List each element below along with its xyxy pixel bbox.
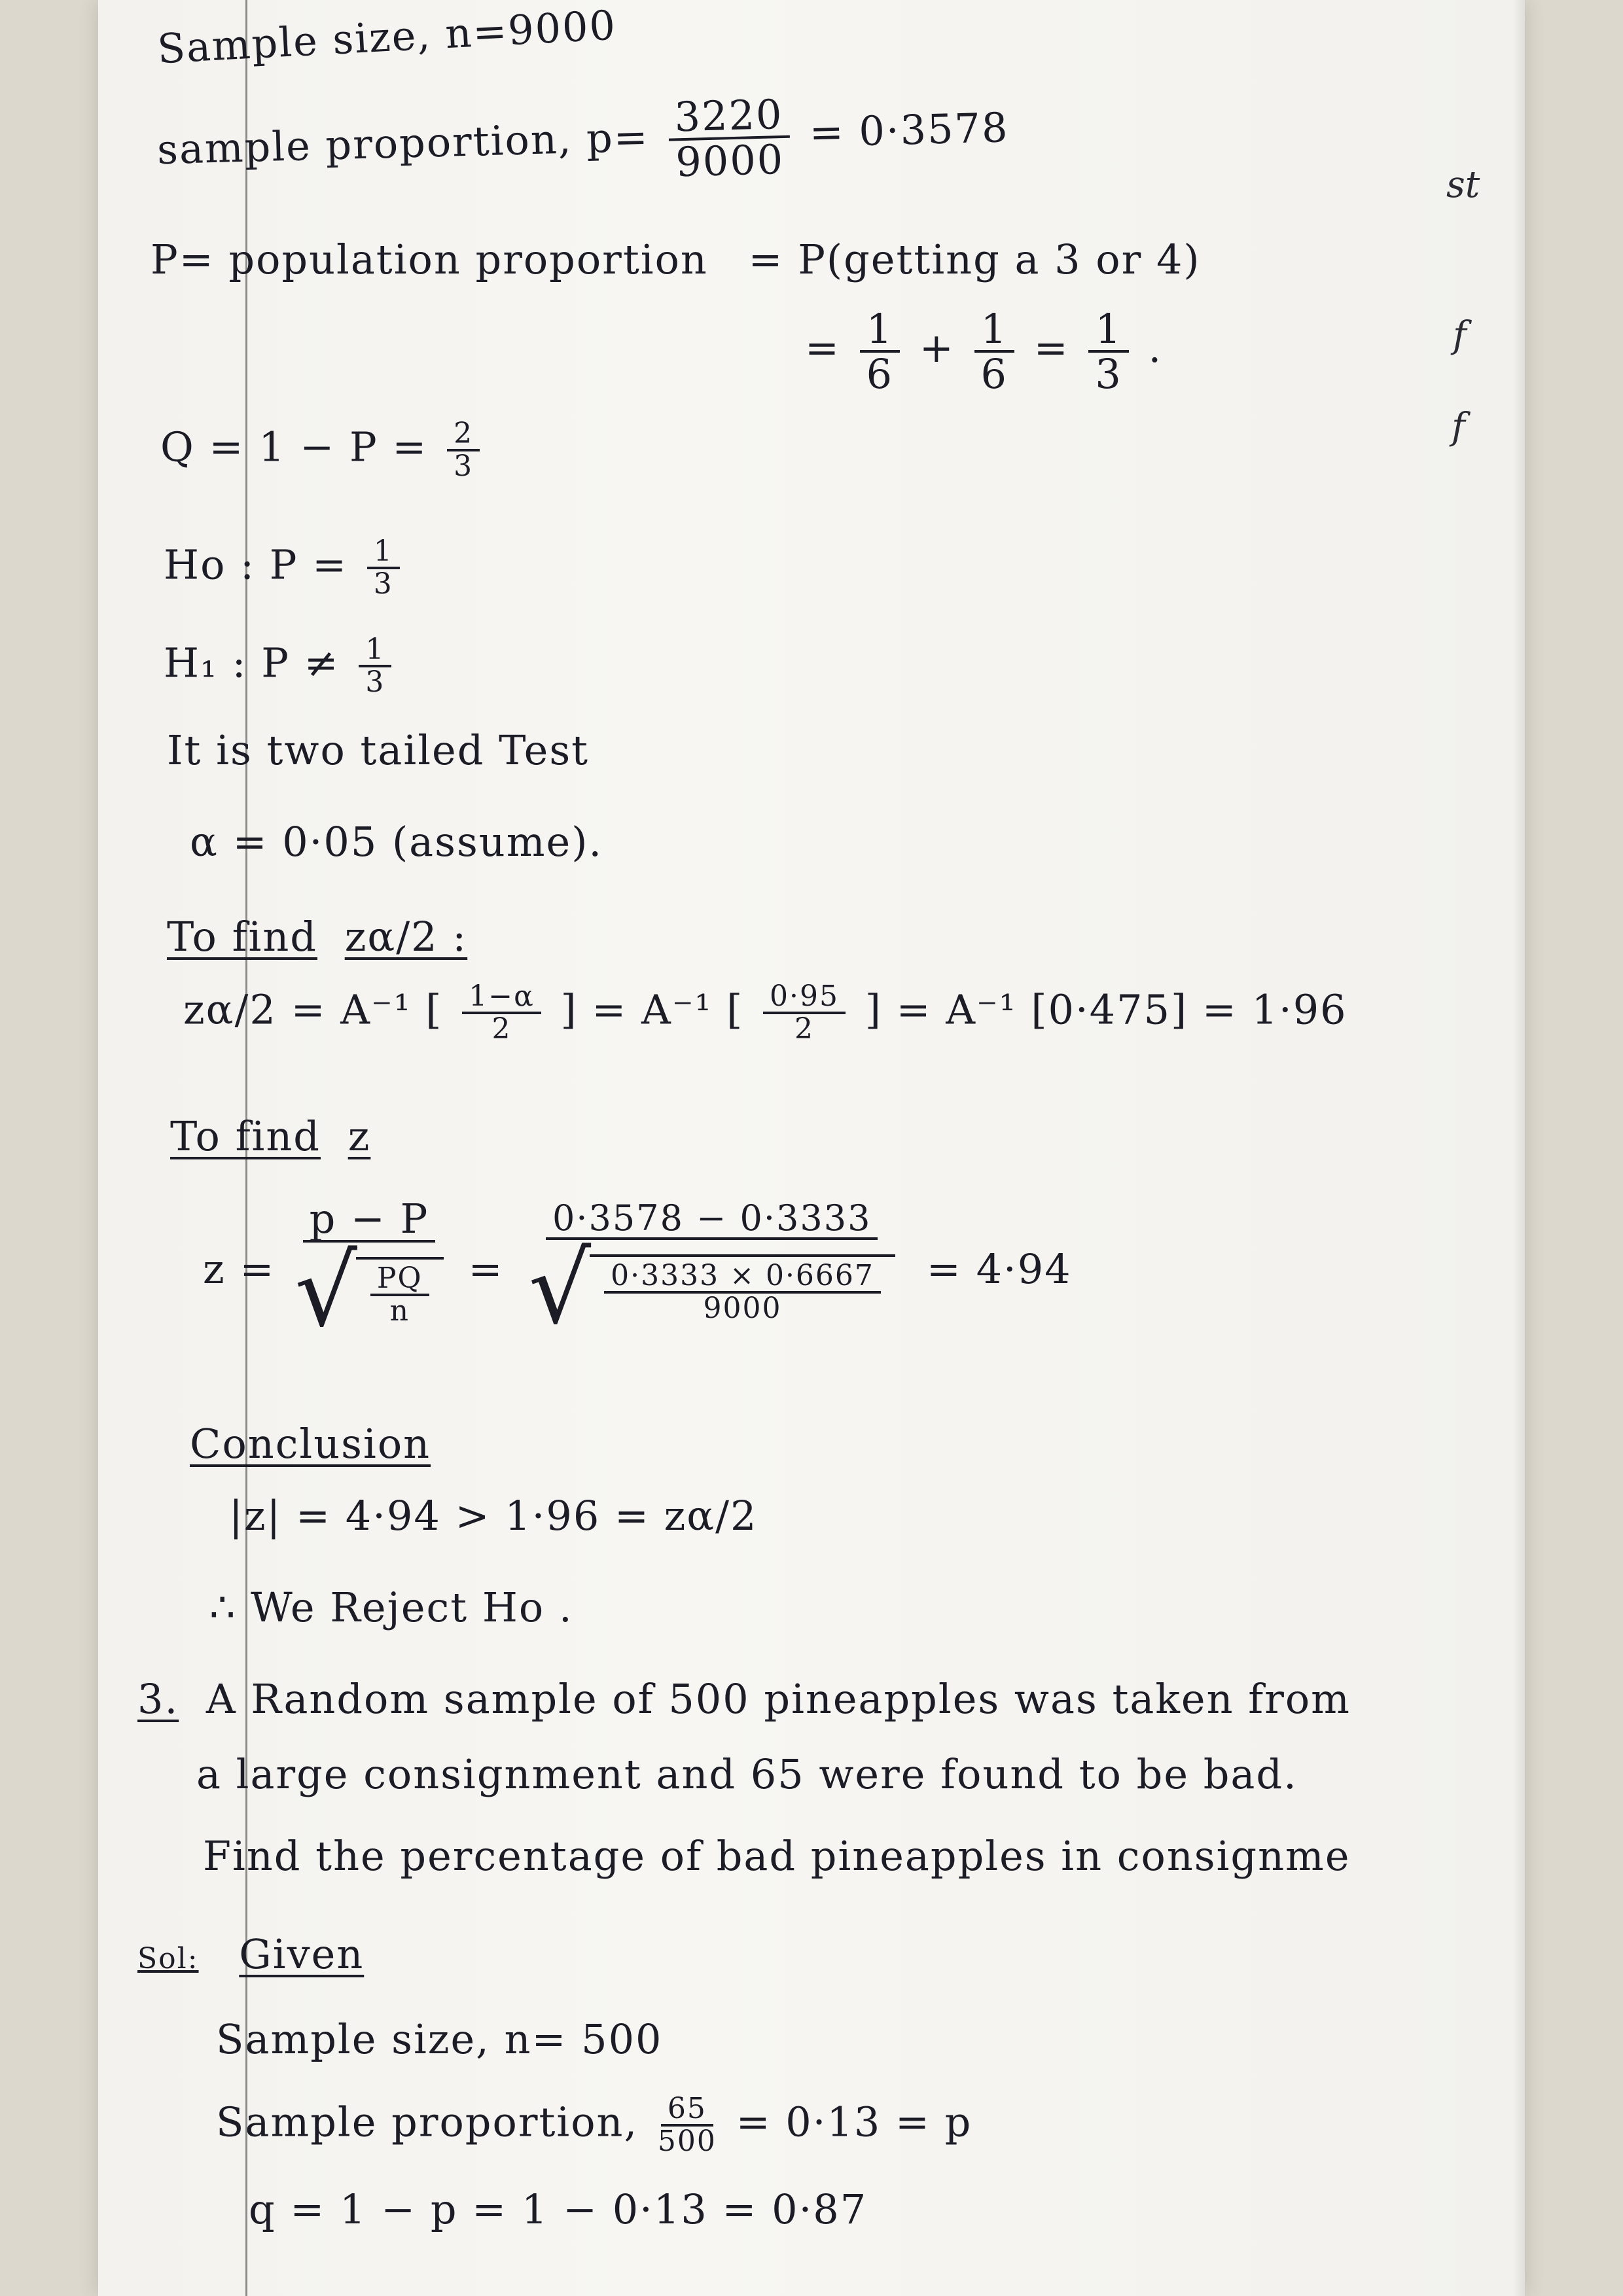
question-text: A Random sample of 500 pineapples was taken from bbox=[205, 1675, 1351, 1723]
sample-proportion-value: = 0·13 = p bbox=[736, 2098, 972, 2146]
line-null-hypothesis bbox=[164, 537, 405, 599]
null-hypothesis: Ho : P = bbox=[164, 540, 348, 589]
z-equals: z = bbox=[203, 1245, 276, 1294]
question-3-line-3: Find the percentage of bad pineapples in consignme bbox=[203, 1832, 1351, 1880]
sqrt-pq-over-n bbox=[294, 1235, 443, 1349]
sample-proportion-value: = 0·3578 bbox=[808, 103, 1010, 157]
sample-proportion-label: sample proportion, p= bbox=[156, 113, 650, 174]
numerator: 1 bbox=[367, 537, 400, 569]
fraction-1-3 bbox=[359, 635, 391, 698]
solution-heading-line bbox=[137, 1930, 364, 1978]
z-value-denominator bbox=[528, 1231, 895, 1346]
z-result: = 4·94 bbox=[926, 1245, 1072, 1294]
z-alpha-expr: zα/2 = A⁻¹ [ bbox=[183, 985, 443, 1034]
line-alt-hypothesis bbox=[164, 635, 397, 698]
line-conclusion-compare: |z| = 4·94 > 1·96 = zα/2 bbox=[229, 1492, 758, 1540]
sqrt-sign: √ bbox=[528, 1231, 593, 1346]
fraction-1-6-b bbox=[974, 305, 1014, 398]
z-value-numerator: 0·3578 − 0·3333 bbox=[546, 1200, 878, 1240]
numerator: 3220 bbox=[668, 93, 791, 141]
denominator: 6 bbox=[866, 350, 894, 398]
denominator: 9000 bbox=[703, 1291, 782, 1325]
line-population-proportion bbox=[151, 236, 1201, 283]
population-proportion-label: P= population proportion bbox=[151, 236, 708, 283]
sqrt-values bbox=[528, 1231, 895, 1346]
line-sample-proportion bbox=[156, 87, 1010, 197]
fraction-2-3 bbox=[447, 419, 480, 482]
z-formula-fraction bbox=[294, 1195, 443, 1349]
fraction-1-3 bbox=[1088, 305, 1128, 398]
line-to-find-z-alpha bbox=[167, 913, 467, 961]
edge-letter-f2: f bbox=[1452, 406, 1465, 448]
line-two-tailed: It is two tailed Test bbox=[167, 726, 590, 774]
fraction-1-6-a bbox=[860, 305, 900, 398]
numerator: PQ bbox=[370, 1263, 429, 1296]
fraction-1-minus-alpha-over-2 bbox=[462, 981, 541, 1044]
line-z-alpha-calc bbox=[183, 981, 1347, 1044]
sqrt-sign: √ bbox=[294, 1235, 359, 1349]
numerator: 2 bbox=[447, 419, 480, 451]
z-alpha-result: ] = A⁻¹ [0·475] = 1·96 bbox=[865, 985, 1347, 1034]
population-proportion-def: = P(getting a 3 or 4) bbox=[748, 236, 1201, 283]
page-edge-shadow bbox=[1513, 0, 1525, 2296]
numerator: 1 bbox=[974, 308, 1014, 353]
equals-sign: = bbox=[468, 1245, 504, 1294]
sample-proportion-label: Sample proportion, bbox=[216, 2098, 639, 2146]
z-value-fraction bbox=[528, 1197, 895, 1346]
line-conclusion-heading bbox=[190, 1420, 431, 1468]
q-equation: Q = 1 − P = bbox=[160, 423, 428, 471]
line-probability-sum bbox=[805, 305, 1163, 398]
fraction-1-3 bbox=[367, 537, 400, 599]
numerator: 1 bbox=[860, 308, 900, 353]
denominator: 2 bbox=[794, 1012, 815, 1046]
line-reject-ho: ∴ We Reject Ho . bbox=[209, 1583, 573, 1631]
alternative-hypothesis: H₁ : P ≠ bbox=[164, 639, 340, 687]
fraction-3220-9000 bbox=[668, 90, 791, 186]
line-q-value bbox=[160, 419, 485, 482]
numerator: 65 bbox=[661, 2094, 713, 2127]
z-formula-numerator: p − P bbox=[303, 1197, 436, 1243]
denominator: 3 bbox=[1095, 350, 1122, 398]
numerator: 0·3333 × 0·6667 bbox=[604, 1261, 881, 1294]
period: . bbox=[1148, 324, 1163, 372]
z-alpha-label: zα/2 : bbox=[344, 913, 468, 961]
line-sample-size: Sample size, n=9000 bbox=[156, 1, 618, 73]
sqrt-body bbox=[590, 1254, 895, 1324]
equals-sign: = bbox=[805, 324, 840, 372]
question-3-line-2: a large consignment and 65 were found to be bad. bbox=[196, 1750, 1298, 1798]
fraction-65-500 bbox=[658, 2094, 717, 2157]
heading-to-find: To find bbox=[170, 1112, 321, 1160]
denominator: 6 bbox=[980, 350, 1008, 398]
line-to-find-z bbox=[170, 1112, 370, 1160]
denominator: n bbox=[389, 1294, 410, 1328]
numerator: 0·95 bbox=[763, 981, 846, 1014]
denominator: 9000 bbox=[675, 135, 785, 186]
denominator: 3 bbox=[373, 567, 393, 601]
denominator: 2 bbox=[491, 1012, 512, 1046]
denominator: 3 bbox=[365, 665, 385, 699]
question-number: 3. bbox=[137, 1675, 179, 1723]
edge-letter-f1: f bbox=[1453, 314, 1467, 357]
question-3-line-1 bbox=[137, 1675, 1351, 1723]
z-formula-denominator bbox=[294, 1235, 443, 1349]
conclusion-heading: Conclusion bbox=[190, 1420, 431, 1468]
equals-sign: = bbox=[1033, 324, 1069, 372]
numerator: 1 bbox=[359, 635, 391, 667]
given-q-value: q = 1 − p = 1 − 0·13 = 0·87 bbox=[249, 2185, 868, 2233]
z-label: z bbox=[348, 1112, 371, 1160]
fraction-pq-over-n bbox=[370, 1263, 429, 1326]
notebook-page bbox=[98, 0, 1525, 2296]
fraction-values bbox=[604, 1258, 881, 1325]
solution-label: Sol: bbox=[137, 1942, 199, 1975]
line-z-formula bbox=[203, 1195, 1072, 1349]
plus-sign: + bbox=[919, 324, 955, 372]
numerator: 1−α bbox=[462, 981, 541, 1014]
line-alpha: α = 0·05 (assume). bbox=[190, 818, 603, 866]
denominator: 3 bbox=[454, 450, 474, 484]
heading-to-find: To find bbox=[167, 913, 317, 961]
sqrt-body bbox=[356, 1257, 444, 1326]
given-sample-proportion bbox=[216, 2094, 972, 2157]
edge-letter-st: st bbox=[1446, 164, 1480, 206]
given-sample-size: Sample size, n= 500 bbox=[216, 2015, 663, 2063]
z-alpha-expr-mid: ] = A⁻¹ [ bbox=[560, 985, 744, 1034]
fraction-095-over-2 bbox=[763, 981, 846, 1044]
denominator: 500 bbox=[657, 2125, 717, 2159]
given-heading: Given bbox=[239, 1930, 365, 1978]
numerator: 1 bbox=[1088, 308, 1128, 353]
